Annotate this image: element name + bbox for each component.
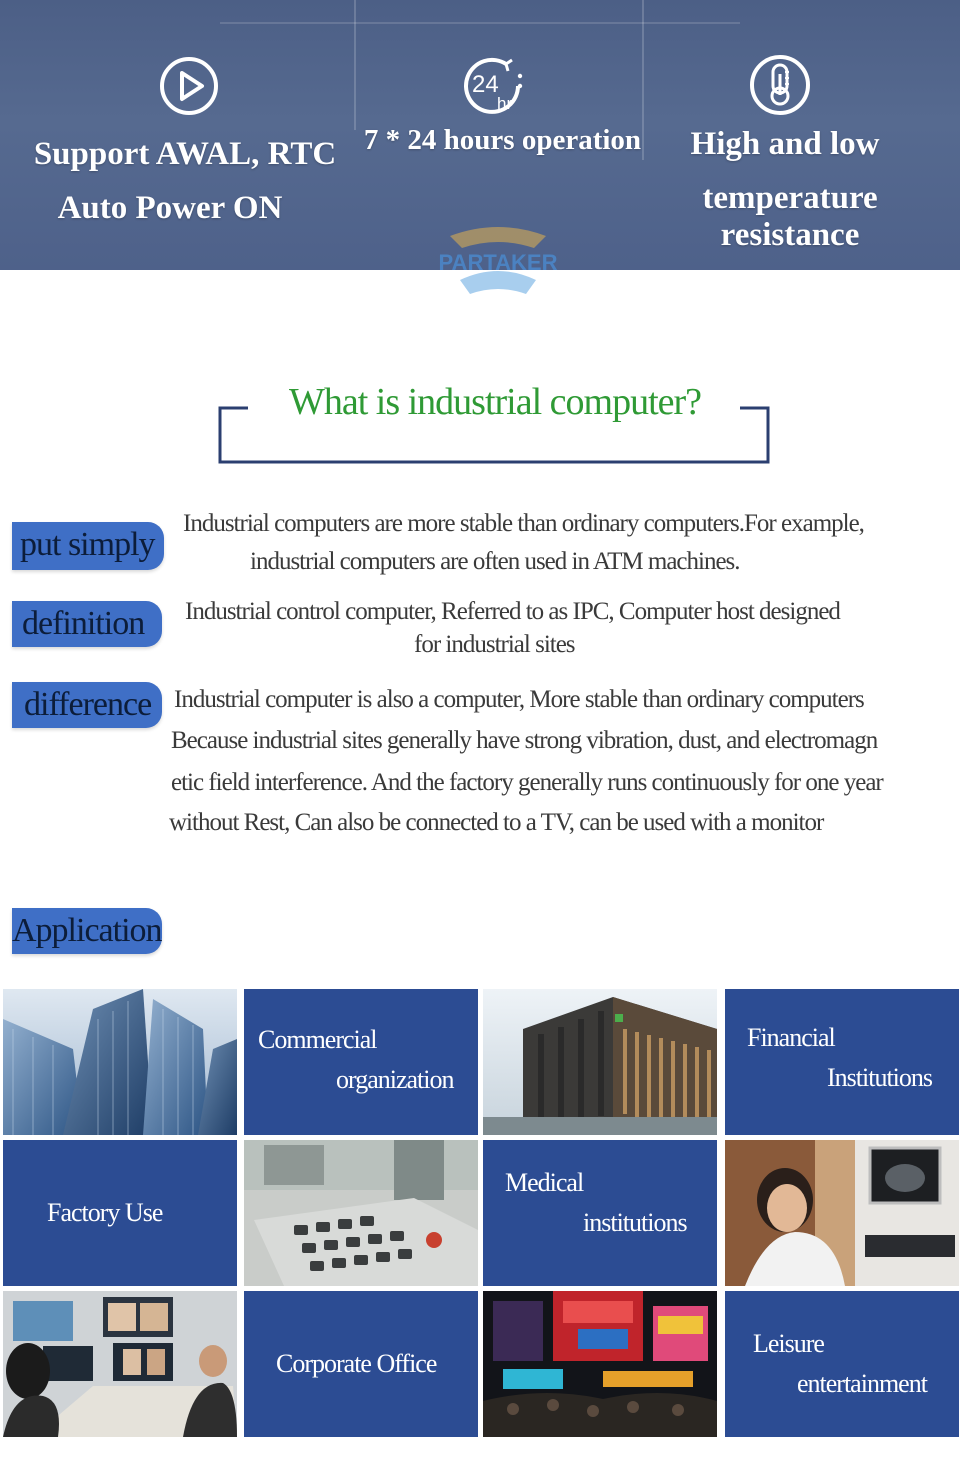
factory-machine-photo xyxy=(244,1140,478,1286)
office-building-photo xyxy=(483,989,717,1135)
play-icon xyxy=(157,54,221,118)
label-difference: difference xyxy=(12,682,162,728)
tile-skyscrapers-photo xyxy=(3,989,237,1135)
tile-medical-line-2: institutions xyxy=(583,1208,687,1237)
feature-3-line-2: temperature resistance xyxy=(702,180,878,253)
tile-financial-institutions xyxy=(725,989,959,1135)
difference-line-3: etic field interference. And the factory generally runs continuously for one year xyxy=(171,769,883,796)
tile-leisure-line-2: entertainment xyxy=(797,1369,927,1398)
video-conference-photo xyxy=(3,1291,237,1437)
tile-corporate-line-1: Corporate Office xyxy=(276,1349,437,1378)
feature-3-line-1: High and low xyxy=(690,126,880,162)
tile-factory-use xyxy=(3,1140,237,1286)
tile-city-night-photo xyxy=(483,1291,717,1437)
label-application: Application xyxy=(12,908,162,954)
put-simply-line-1: Industrial computers are more stable than ordinary computers.For example, xyxy=(183,510,864,537)
tile-commercial-line-2: organization xyxy=(336,1065,454,1094)
tile-corporate-office xyxy=(244,1291,478,1437)
tile-commercial-line-1: Commercial xyxy=(258,1025,377,1054)
difference-line-1: Industrial computer is also a computer, More stable than ordinary computers xyxy=(174,686,864,713)
tile-medical-ultrasound-photo xyxy=(725,1140,959,1286)
feature-1-line-2: Auto Power ON xyxy=(57,190,283,226)
tile-financial-line-1: Financial xyxy=(747,1023,835,1052)
definition-line-2: for industrial sites xyxy=(414,631,575,658)
difference-line-4: without Rest, Can also be connected to a TV, can be used with a monitor xyxy=(169,809,824,836)
watermark-text: PARTAKER xyxy=(438,250,558,275)
tile-medical-line-1: Medical xyxy=(505,1168,584,1197)
tile-factory-line-1: Factory Use xyxy=(47,1198,163,1227)
tile-medical-institutions xyxy=(483,1140,717,1286)
city-night-photo xyxy=(483,1291,717,1437)
skyscrapers-photo xyxy=(3,989,237,1135)
tile-video-conference-photo xyxy=(3,1291,237,1437)
difference-line-2: Because industrial sites generally have strong vibration, dust, and electromagn xyxy=(171,727,878,754)
definition-line-1: Industrial control computer, Referred to as IPC, Computer host designed xyxy=(185,598,840,625)
put-simply-line-2: industrial computers are often used in ATM machines. xyxy=(250,548,740,575)
feature-2-line-1: 7 * 24 hours operation xyxy=(363,124,642,156)
24hr-clock-icon xyxy=(456,50,528,122)
medical-ultrasound-photo xyxy=(725,1140,959,1286)
label-put-simply: put simply xyxy=(12,522,164,570)
clock-icon-unit: hr xyxy=(497,94,513,113)
label-definition: definition xyxy=(12,601,162,647)
tile-leisure-line-1: Leisure xyxy=(753,1329,824,1358)
thermometer-icon xyxy=(747,52,813,118)
partaker-watermark-logo xyxy=(430,222,566,298)
feature-1-line-1: Support AWAL, RTC xyxy=(33,136,337,172)
tile-leisure-entertainment xyxy=(725,1291,959,1437)
tile-factory-machine-photo xyxy=(244,1140,478,1286)
tile-financial-line-2: Institutions xyxy=(827,1063,933,1092)
tile-office-building-photo xyxy=(483,989,717,1135)
clock-icon-number: 24 xyxy=(472,71,499,98)
section-title: What is industrial computer? xyxy=(260,380,730,424)
tile-commercial-organization xyxy=(244,989,478,1135)
